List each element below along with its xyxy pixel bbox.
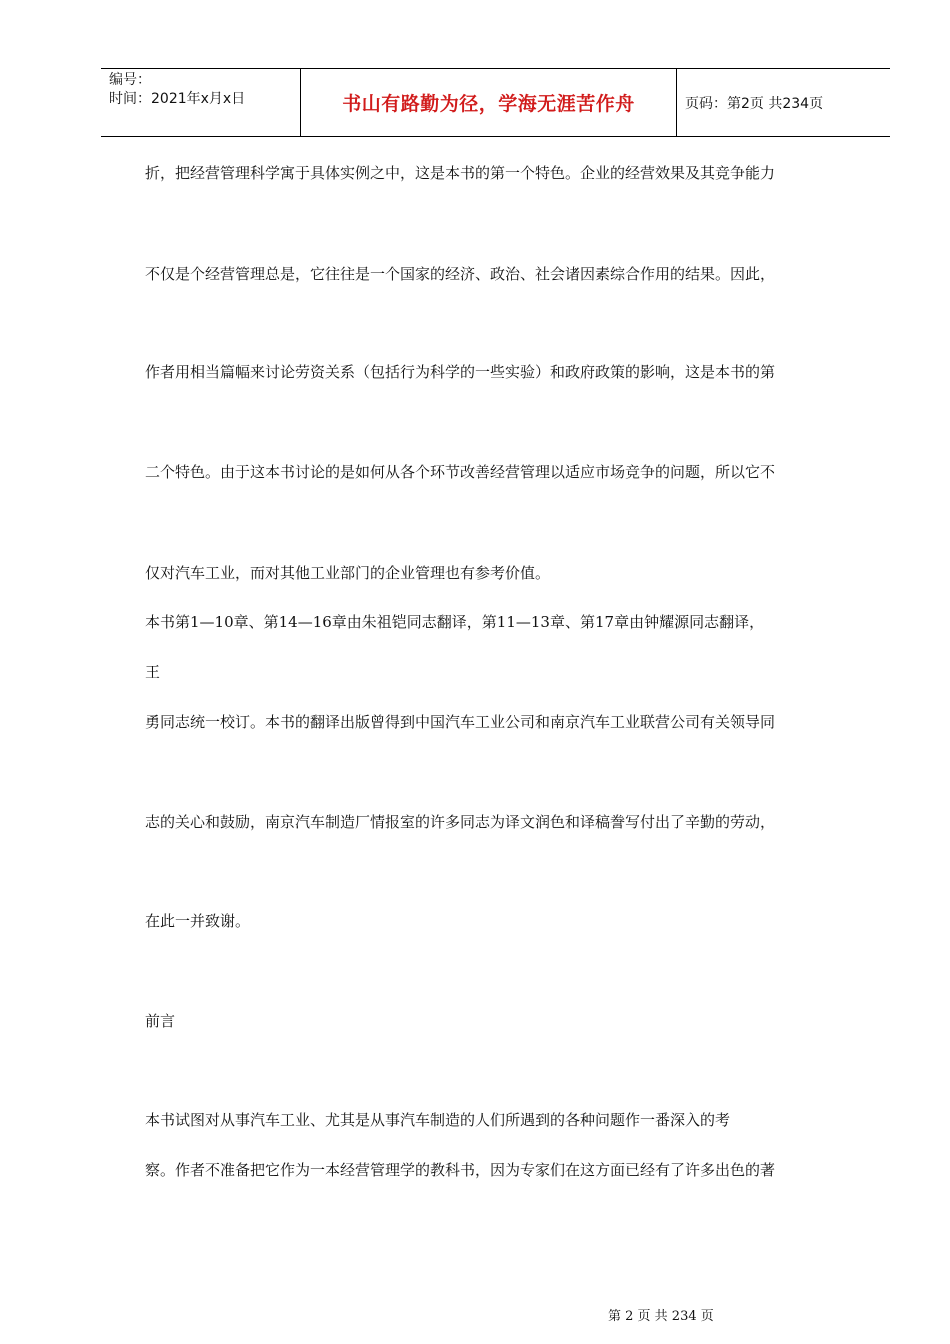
page-header (101, 68, 890, 137)
header-page-info: 页码：第2页 共234页 (685, 95, 824, 112)
body-line: 不仅是个经营管理总是，它往往是一个国家的经济、政治、社会诸因素综合作用的结果。因此， (145, 265, 776, 283)
body-line: 勇同志统一校订。本书的翻译出版曾得到中国汽车工业公司和南京汽车工业联营公司有关领导同 (145, 713, 776, 731)
body-line: 作者用相当篇幅来讨论劳资关系（包括行为科学的一些实验）和政府政策的影响，这是本书的第 (145, 363, 776, 381)
body-line: 察。作者不准备把它作为一本经营管理学的教科书，因为专家们在这方面已经有了许多出色的著 (145, 1161, 776, 1179)
time-label: 时间：2021年x月x日 (109, 91, 246, 107)
header-meta (101, 69, 301, 136)
page-footer: 第 2 页 共 234 页 (608, 1309, 714, 1324)
body-line: 本书第1—10章、第14—16章由朱祖铠同志翻译，第11—13章、第17章由钟耀源同志翻译， (145, 613, 765, 631)
body-line: 王 (145, 663, 161, 681)
body-line: 折，把经营管理科学寓于具体实例之中，这是本书的第一个特色。企业的经营效果及其竞争能力 (145, 164, 776, 182)
body-line: 志的关心和鼓励，南京汽车制造厂情报室的许多同志为译文润色和译稿誊写付出了辛勤的劳动， (145, 813, 776, 831)
body-line: 在此一并致谢。 (145, 912, 251, 930)
body-line: 二个特色。由于这本书讨论的是如何从各个环节改善经营管理以适应市场竞争的问题，所以它不 (145, 463, 776, 481)
header-motto: 书山有路勤为径，学海无涯苦作舟 (301, 69, 677, 136)
section-heading-preface: 前言 (145, 1012, 176, 1030)
body-line: 仅对汽车工业，而对其他工业部门的企业管理也有参考价值。 (145, 564, 551, 582)
number-label: 编号： (109, 72, 151, 88)
body-line: 本书试图对从事汽车工业、尤其是从事汽车制造的人们所遇到的各种问题作一番深入的考 (145, 1111, 731, 1129)
